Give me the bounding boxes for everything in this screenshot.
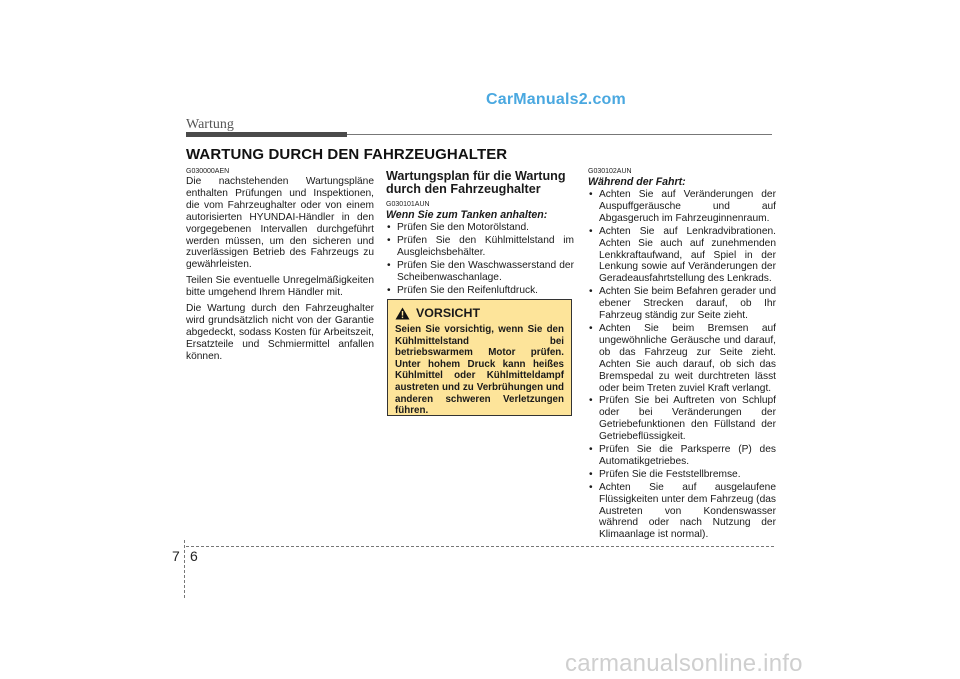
caution-header [395, 306, 564, 320]
list-item: • Prüfen Sie die Parksperre (P) des Automatikgetriebes. [588, 444, 776, 468]
list-item: • Achten Sie beim Bremsen auf ungewöhnliche Geräusche und darauf, ob das Fahrzeug zur Seite zieht. Achten Sie auch darauf, ob sich das Bremspedal zu weit durchtreten lässt oder beim Treten zuviel Kraft verlangt. [588, 323, 776, 394]
caution-title: VORSICHT [416, 306, 481, 320]
section-label: Wartung [186, 117, 234, 132]
list-item: • Prüfen Sie den Reifenluftdruck. [386, 285, 574, 297]
chapter-number: 7 [172, 548, 180, 564]
list-item: • Achten Sie auf Lenkradvibrationen. Achten Sie auch auf zunehmenden Lenkkraftaufwand, auf Spiel in der Lenkung sowie auf Veränderungen der Geradeausfahrtstellung des Lenkrads. [588, 226, 776, 286]
list-item: • Achten Sie beim Befahren gerader und ebener Strecken darauf, ob Ihr Fahrzeug ständig zur Seite zieht. [588, 286, 776, 322]
caution-box [387, 299, 572, 416]
subheading: Wenn Sie zum Tanken anhalten: [386, 209, 548, 221]
page-number-divider [184, 540, 185, 598]
list-item: • Achten Sie auf Veränderungen der Auspuffgeräusche und auf Abgasgeruch im Fahrzeuginnenraum. [588, 189, 776, 225]
footer-rule [186, 546, 774, 547]
page-number: 6 [190, 548, 198, 564]
list-item: • Prüfen Sie bei Auftreten von Schlupf oder bei Veränderungen der Getriebefunktionen den Füllstand der Getriebeflüssigkeit. [588, 395, 776, 443]
watermark-carmanuals2: CarManuals2.com [486, 91, 626, 108]
subheading: Während der Fahrt: [588, 176, 686, 188]
warning-triangle-icon [395, 307, 410, 320]
column-refuel-checks [386, 167, 574, 297]
list-item: • Prüfen Sie den Kühlmittelstand im Ausgleichsbehälter. [386, 235, 574, 259]
list-item: • Prüfen Sie den Waschwasserstand der Scheibenwaschanlage. [386, 260, 574, 284]
page-title: WARTUNG DURCH DEN FAHRZEUGHALTER [186, 146, 508, 163]
section-heading: Wartungsplan für die Wartung durch den Fahrzeughalter [386, 169, 566, 196]
column-intro [186, 167, 374, 367]
list-item: • Achten Sie auf ausgelaufene Flüssigkeiten unter dem Fahrzeug (das Austreten von Kondenswasser während oder nach Nutzung der Klimaanlage ist normal). [588, 482, 776, 542]
reference-code: G030000AEN [186, 168, 230, 175]
header-rule-accent [186, 132, 347, 137]
list-item: • Prüfen Sie die Feststellbremse. [588, 469, 776, 481]
checklist [588, 189, 776, 541]
list-item: • Prüfen Sie den Motorölstand. [386, 222, 574, 234]
caution-text: Seien Sie vorsichtig, wenn Sie den Kühlmittelstand bei betriebswarmem Motor prüfen. Unter hohem Druck kann heißes Kühlmittel oder Kühlmitteldampf austreten und zu Verbrühungen und anderen schweren Verletzungen führen. [395, 324, 564, 417]
watermark-carmanualsonline: carmanualsonline.info [565, 650, 803, 677]
checklist [386, 222, 574, 296]
reference-code: G030101AUN [386, 201, 430, 208]
paragraph: Teilen Sie eventuelle Unregelmäßigkeiten bitte umgehend Ihrem Händler mit. [186, 275, 374, 299]
paragraph: Die nachstehenden Wartungspläne enthalten Prüfungen und Inspektionen, die vom Fahrzeughalter oder von einem autorisierten HYUNDAI-Händler in den vorgegebenen Intervallen durchgeführt werden müssen, um den sicheren und zuverlässigen Betrieb des Fahrzeugs zu gewährleisten. [186, 176, 374, 271]
reference-code: G030102AUN [588, 168, 632, 175]
paragraph: Die Wartung durch den Fahrzeughalter wird grundsätzlich nicht von der Garantie abgedeckt, sodass Kosten für Arbeitszeit, Ersatzteile und Schmiermittel anfallen können. [186, 303, 374, 362]
column-driving-checks [588, 167, 776, 542]
